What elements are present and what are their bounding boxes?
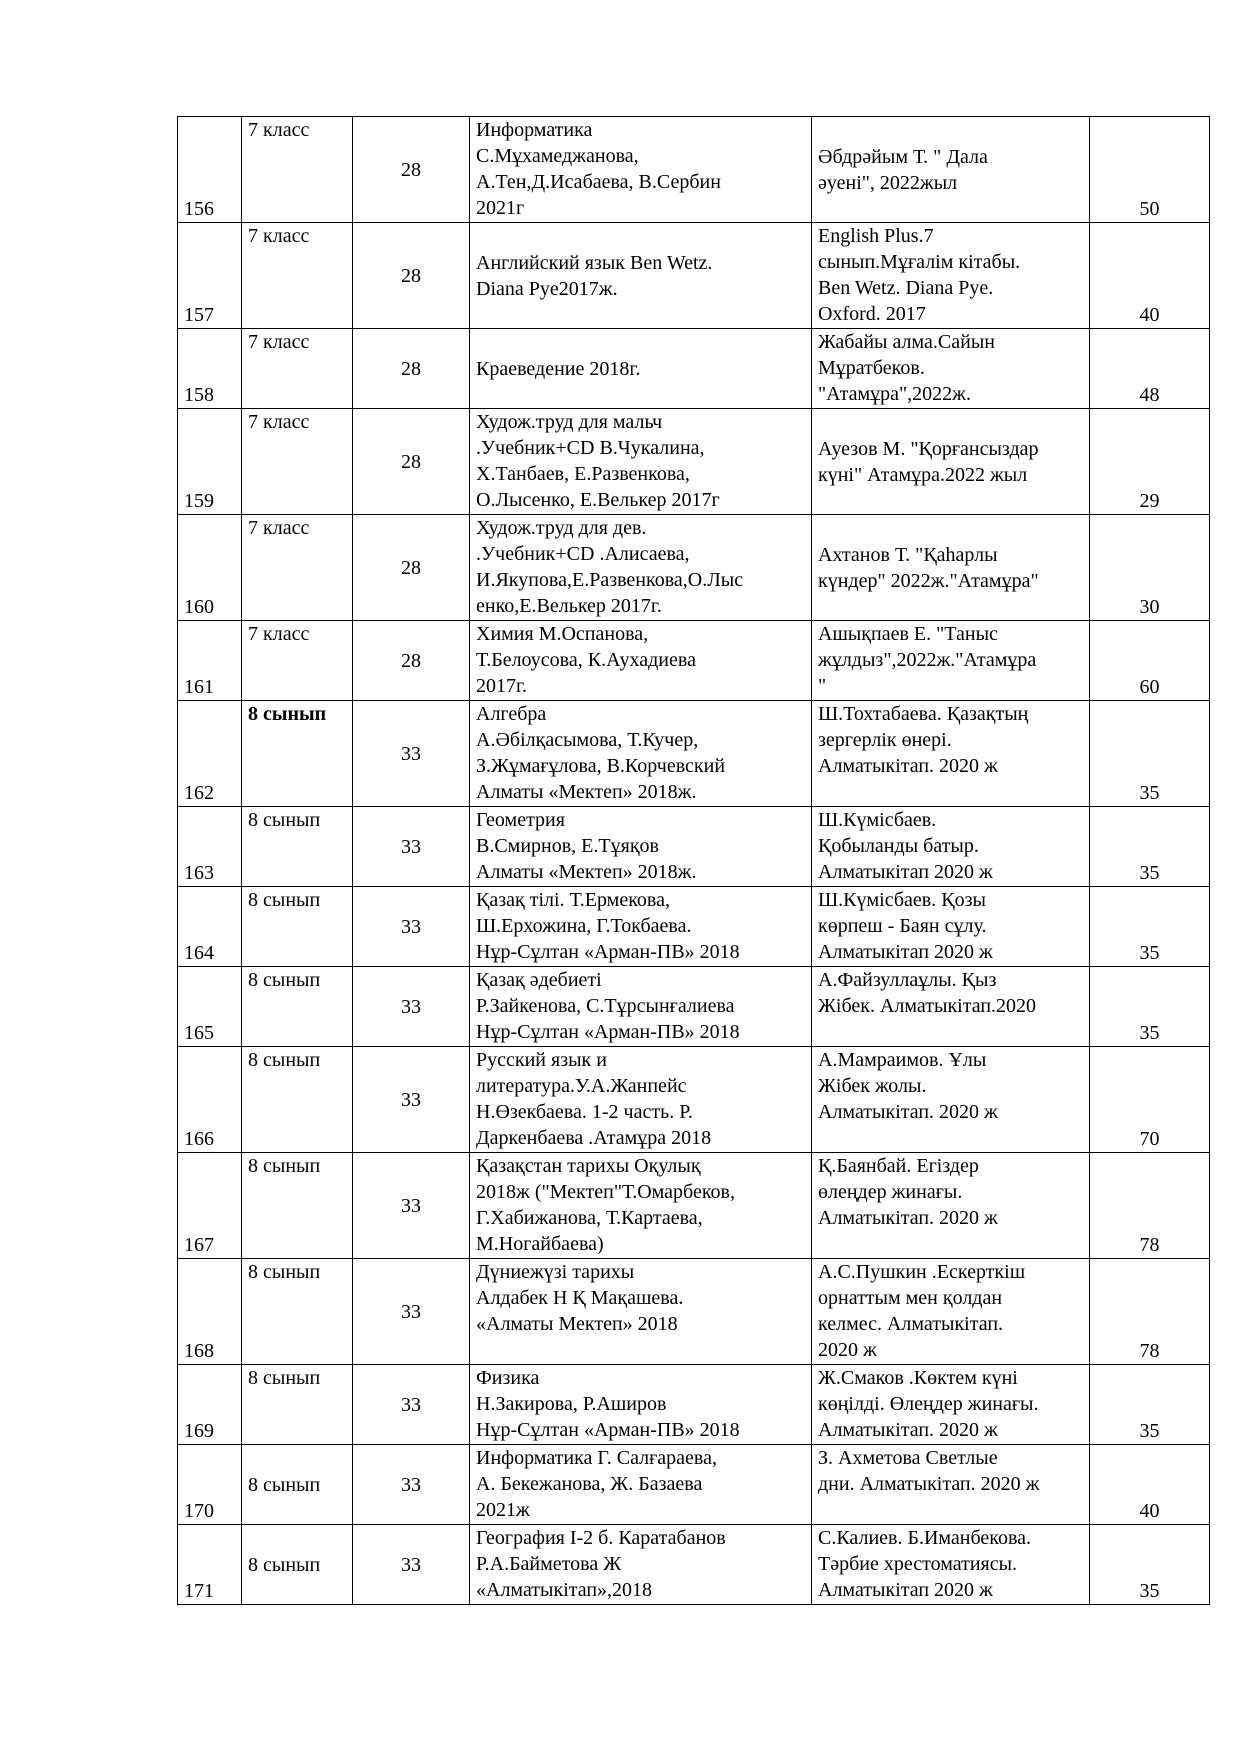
class-cell: 7 класс <box>242 515 353 621</box>
row-number: 160 <box>178 515 242 621</box>
hours-cell: 28 <box>353 329 470 409</box>
reading-book-cell: А.Мамраимов. Ұлы Жібек жолы. Алматыкітап. 2020 ж <box>812 1047 1090 1153</box>
hours-cell: 28 <box>353 223 470 329</box>
quantity-cell: 78 <box>1090 1259 1210 1365</box>
table-row <box>178 807 1210 887</box>
textbook-cell: Физика Н.Закирова, Р.Аширов Нұр-Сұлтан «Арман-ПВ» 2018 <box>470 1365 812 1445</box>
textbook-cell: Қазақ әдебиеті Р.Зайкенова, С.Тұрсынғалиева Нұр-Сұлтан «Арман-ПВ» 2018 <box>470 967 812 1047</box>
row-number: 169 <box>178 1365 242 1445</box>
table-row <box>178 515 1210 621</box>
class-cell: 7 класс <box>242 409 353 515</box>
class-cell: 8 сынып <box>242 967 353 1047</box>
class-cell: 7 класс <box>242 329 353 409</box>
class-cell: 8 сынып <box>242 1047 353 1153</box>
hours-cell: 33 <box>353 1445 470 1525</box>
quantity-cell: 35 <box>1090 807 1210 887</box>
hours-cell: 28 <box>353 409 470 515</box>
textbook-cell: Информатика С.Мұхамеджанова, А.Тен,Д.Исабаева, В.Сербин 2021г <box>470 117 812 223</box>
quantity-cell: 50 <box>1090 117 1210 223</box>
quantity-cell: 29 <box>1090 409 1210 515</box>
reading-book-cell: А.С.Пушкин .Ескерткіш орнаттым мен қолдан келмес. Алматыкітап. 2020 ж <box>812 1259 1090 1365</box>
class-cell: 8 сынып <box>242 1445 353 1525</box>
reading-book-cell: Жабайы алма.Сайын Мұратбеков. "Атамұра",2022ж. <box>812 329 1090 409</box>
textbook-cell: Краеведение 2018г. <box>470 329 812 409</box>
table-row <box>178 409 1210 515</box>
reading-book-cell: Ауезов М. "Қорғансыздар күні" Атамұра.2022 жыл <box>812 409 1090 515</box>
table-row <box>178 1259 1210 1365</box>
quantity-cell: 35 <box>1090 887 1210 967</box>
table-row <box>178 117 1210 223</box>
books-table <box>177 116 1210 1605</box>
hours-cell: 33 <box>353 887 470 967</box>
hours-cell: 33 <box>353 1047 470 1153</box>
class-cell: 8 сынып <box>242 1365 353 1445</box>
textbook-cell: Русский язык и литература.У.А.Жанпейс Н.Өзекбаева. 1-2 часть. Р. Даркенбаева .Атамұра 2018 <box>470 1047 812 1153</box>
quantity-cell: 40 <box>1090 1445 1210 1525</box>
quantity-cell: 35 <box>1090 701 1210 807</box>
reading-book-cell: З. Ахметова Светлые дни. Алматыкітап. 2020 ж <box>812 1445 1090 1525</box>
class-cell: 7 класс <box>242 223 353 329</box>
row-number: 168 <box>178 1259 242 1365</box>
reading-book-cell: Ахтанов Т. "Қаһарлы күндер" 2022ж."Атамұра" <box>812 515 1090 621</box>
hours-cell: 33 <box>353 1153 470 1259</box>
table-row <box>178 1525 1210 1605</box>
hours-cell: 28 <box>353 117 470 223</box>
hours-cell: 33 <box>353 807 470 887</box>
textbook-cell: Дүниежүзі тарихы Алдабек Н Қ Мақашева. «Алматы Мектеп» 2018 <box>470 1259 812 1365</box>
table-row <box>178 1153 1210 1259</box>
class-cell: 8 сынып <box>242 807 353 887</box>
class-cell: 8 сынып <box>242 1525 353 1605</box>
reading-book-cell: Ш.Күмісбаев. Қозы көрпеш - Баян сұлу. Алматыкітап 2020 ж <box>812 887 1090 967</box>
reading-book-cell: Әбдрәйым Т. " Дала әуені", 2022жыл <box>812 117 1090 223</box>
row-number: 162 <box>178 701 242 807</box>
row-number: 165 <box>178 967 242 1047</box>
class-cell: 7 класс <box>242 117 353 223</box>
row-number: 156 <box>178 117 242 223</box>
table-row <box>178 329 1210 409</box>
table-row <box>178 967 1210 1047</box>
class-cell: 8 сынып <box>242 887 353 967</box>
class-cell: 8 сынып <box>242 1259 353 1365</box>
textbook-cell: Химия М.Оспанова, Т.Белоусова, К.Аухадиева 2017г. <box>470 621 812 701</box>
row-number: 164 <box>178 887 242 967</box>
reading-book-cell: Қ.Баянбай. Егіздер өлеңдер жинағы. Алматыкітап. 2020 ж <box>812 1153 1090 1259</box>
textbook-cell: Худож.труд для мальч .Учебник+CD В.Чукалина, Х.Танбаев, Е.Развенкова, О.Лысенко, Е.Велькер 2017г <box>470 409 812 515</box>
textbook-cell: Қазақ тілі. Т.Ермекова, Ш.Ерхожина, Г.Токбаева. Нұр-Сұлтан «Арман-ПВ» 2018 <box>470 887 812 967</box>
table-row <box>178 621 1210 701</box>
table-row <box>178 1365 1210 1445</box>
table-row <box>178 701 1210 807</box>
table-row <box>178 1445 1210 1525</box>
textbook-cell: Английский язык Ben Wetz. Diana Pye2017ж. <box>470 223 812 329</box>
quantity-cell: 30 <box>1090 515 1210 621</box>
row-number: 159 <box>178 409 242 515</box>
textbook-cell: География І-2 б. Каратабанов Р.А.Байметова Ж «Алматыкітап»,2018 <box>470 1525 812 1605</box>
row-number: 166 <box>178 1047 242 1153</box>
hours-cell: 33 <box>353 1365 470 1445</box>
reading-book-cell: Ш.Күмісбаев. Қобыланды батыр. Алматыкітап 2020 ж <box>812 807 1090 887</box>
class-cell: 8 сынып <box>242 1153 353 1259</box>
row-number: 158 <box>178 329 242 409</box>
hours-cell: 28 <box>353 621 470 701</box>
hours-cell: 28 <box>353 515 470 621</box>
reading-book-cell: С.Калиев. Б.Иманбекова. Тәрбие хрестоматиясы. Алматыкітап 2020 ж <box>812 1525 1090 1605</box>
textbook-cell: Геометрия В.Смирнов, Е.Тұяқов Алматы «Мектеп» 2018ж. <box>470 807 812 887</box>
reading-book-cell: English Plus.7 сынып.Мұғалім кітабы. Ben Wetz. Diana Pye. Oxford. 2017 <box>812 223 1090 329</box>
class-cell: 8 сынып <box>242 701 353 807</box>
reading-book-cell: А.Файзуллаұлы. Қыз Жібек. Алматыкітап.2020 <box>812 967 1090 1047</box>
hours-cell: 33 <box>353 967 470 1047</box>
table-row <box>178 1047 1210 1153</box>
quantity-cell: 35 <box>1090 967 1210 1047</box>
row-number: 167 <box>178 1153 242 1259</box>
textbook-cell: Худож.труд для дев. .Учебник+CD .Алисаева, И.Якупова,Е.Развенкова,О.Лыс енко,Е.Велькер 2017г. <box>470 515 812 621</box>
reading-book-cell: Ж.Смаков .Көктем күні көңілді. Өлеңдер жинағы. Алматыкітап. 2020 ж <box>812 1365 1090 1445</box>
textbook-cell: Информатика Г. Салғараева, А. Бекежанова, Ж. Базаева 2021ж <box>470 1445 812 1525</box>
hours-cell: 33 <box>353 1259 470 1365</box>
hours-cell: 33 <box>353 1525 470 1605</box>
table-row <box>178 887 1210 967</box>
row-number: 161 <box>178 621 242 701</box>
reading-book-cell: Ш.Тохтабаева. Қазақтың зергерлік өнері. Алматыкітап. 2020 ж <box>812 701 1090 807</box>
textbook-cell: Алгебра А.Әбілқасымова, Т.Кучер, З.Жұмағұлова, В.Корчевский Алматы «Мектеп» 2018ж. <box>470 701 812 807</box>
quantity-cell: 40 <box>1090 223 1210 329</box>
row-number: 171 <box>178 1525 242 1605</box>
quantity-cell: 35 <box>1090 1365 1210 1445</box>
hours-cell: 33 <box>353 701 470 807</box>
quantity-cell: 78 <box>1090 1153 1210 1259</box>
quantity-cell: 48 <box>1090 329 1210 409</box>
row-number: 170 <box>178 1445 242 1525</box>
class-cell: 7 класс <box>242 621 353 701</box>
quantity-cell: 35 <box>1090 1525 1210 1605</box>
reading-book-cell: Ашықпаев Е. "Таныс жұлдыз",2022ж."Атамұра " <box>812 621 1090 701</box>
quantity-cell: 70 <box>1090 1047 1210 1153</box>
quantity-cell: 60 <box>1090 621 1210 701</box>
table-row <box>178 223 1210 329</box>
row-number: 157 <box>178 223 242 329</box>
textbook-cell: Қазақстан тарихы Оқулық 2018ж ("Мектеп"Т.Омарбеков, Г.Хабижанова, Т.Картаева, М.Ногайбаева) <box>470 1153 812 1259</box>
row-number: 163 <box>178 807 242 887</box>
